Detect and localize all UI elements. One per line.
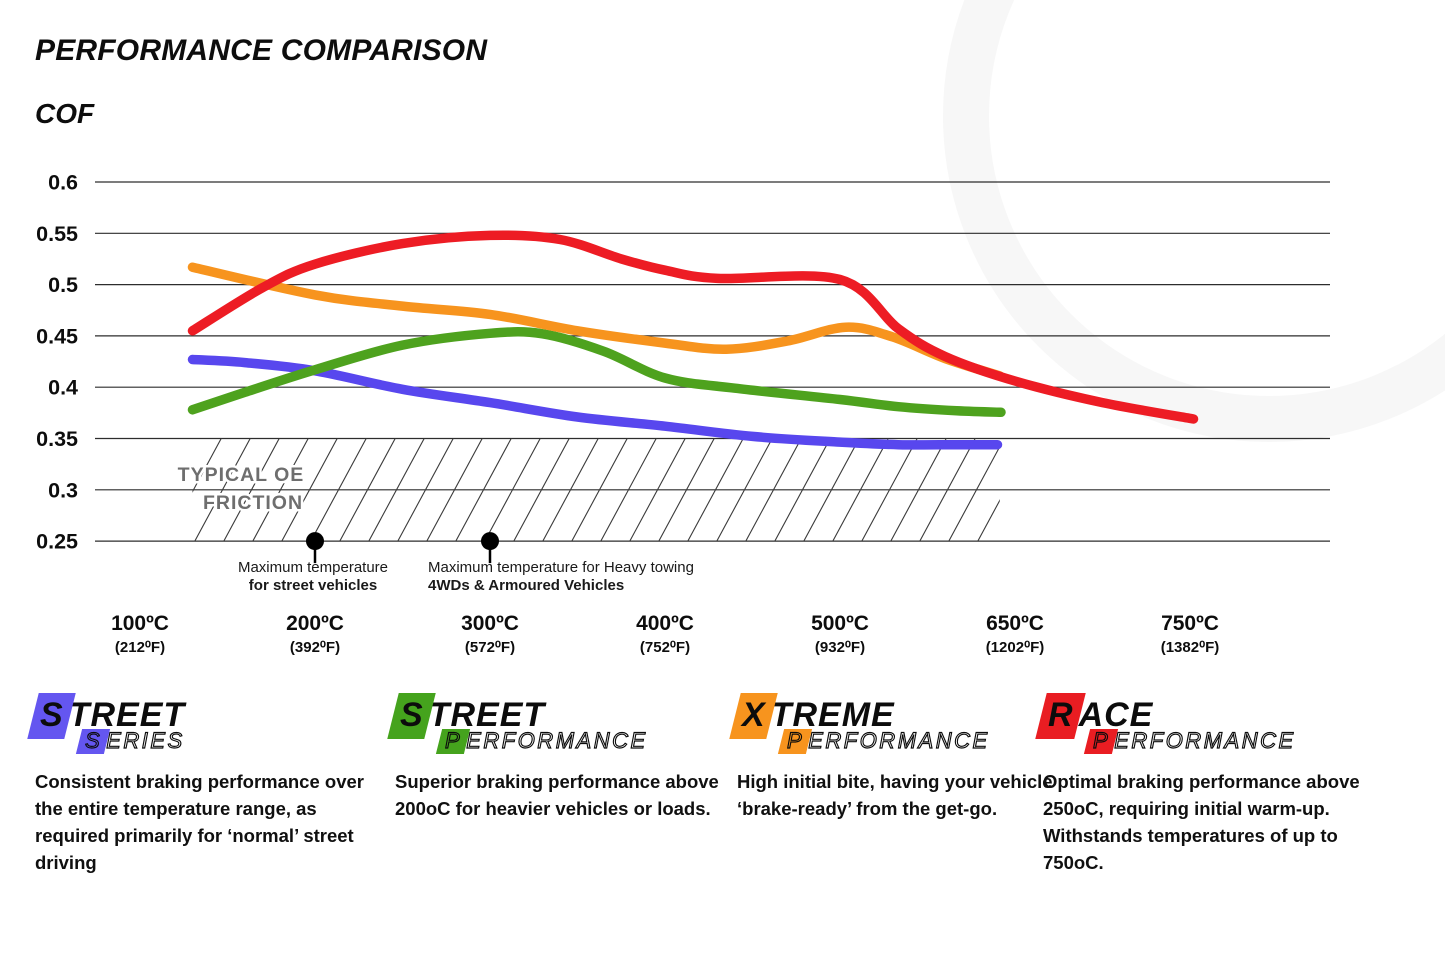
svg-text:0.5: 0.5 <box>48 273 78 298</box>
street-performance-description: Superior braking performance above 200oC for heavier vehicles or loads. <box>395 771 719 819</box>
svg-text:(1382⁰F): (1382⁰F) <box>1160 639 1220 656</box>
svg-text:FRICTION: FRICTION <box>202 492 304 514</box>
series-race-performance <box>193 235 1194 419</box>
race-performance-description: Optimal braking performance above 250oC, requiring initial warm-up. Withstands temperatures of up to 750oC. <box>1043 771 1360 873</box>
xtreme-performance-logo: X TREME P ERFORMANCE <box>737 697 1075 752</box>
svg-text:0.6: 0.6 <box>48 170 78 195</box>
svg-text:0.45: 0.45 <box>36 324 78 349</box>
svg-text:650ºC: 650ºC <box>986 612 1044 635</box>
svg-text:0.4: 0.4 <box>48 375 78 400</box>
xtreme-performance-description: High initial bite, having your vehicle ‘brake-ready’ from the get-go. <box>737 771 1053 819</box>
logo-initial-block: S <box>395 697 429 733</box>
legend-card-xtreme-performance <box>737 697 1075 822</box>
svg-text:(572⁰F): (572⁰F) <box>464 639 516 656</box>
logo-initial-block: P <box>783 730 808 752</box>
svg-text:0.25: 0.25 <box>36 529 78 554</box>
svg-text:0.3: 0.3 <box>48 478 78 503</box>
svg-text:0.35: 0.35 <box>36 427 78 451</box>
svg-text:750ºC: 750ºC <box>1161 612 1219 635</box>
street-series-description: Consistent braking performance over the entire temperature range, as required primarily for ‘normal’ street driving <box>35 771 364 873</box>
legend-card-street-performance <box>395 697 733 822</box>
logo-initial-block: P <box>441 730 466 752</box>
svg-text:for street vehicles: for street vehicles <box>248 577 378 594</box>
svg-text:200ºC: 200ºC <box>286 612 344 635</box>
svg-text:400ºC: 400ºC <box>636 612 694 635</box>
logo-initial-block: P <box>1089 730 1114 752</box>
svg-text:(932⁰F): (932⁰F) <box>814 639 866 656</box>
svg-text:100ºC: 100ºC <box>111 612 169 635</box>
street-series-logo: S TREET S ERIES <box>35 697 373 752</box>
svg-text:(212⁰F): (212⁰F) <box>114 639 166 656</box>
svg-text:TYPICAL OE: TYPICAL OE <box>177 464 305 486</box>
legend-card-street-series <box>35 697 373 876</box>
svg-text:Maximum temperature for Heavy: Maximum temperature for Heavy towing <box>428 559 694 576</box>
logo-initial-block: X <box>737 697 771 733</box>
svg-text:0.55: 0.55 <box>36 221 78 246</box>
street-performance-logo: S TREET P ERFORMANCE <box>395 697 733 752</box>
svg-text:4WDs & Armoured Vehicles: 4WDs & Armoured Vehicles <box>428 577 625 594</box>
svg-text:Maximum temperature: Maximum temperature <box>237 559 389 576</box>
series-street-performance <box>193 332 1002 413</box>
y-axis-title: COF <box>35 98 95 129</box>
page-title: PERFORMANCE COMPARISON <box>35 34 488 67</box>
svg-text:500ºC: 500ºC <box>811 612 869 635</box>
logo-initial-block: S <box>35 697 69 733</box>
svg-text:300ºC: 300ºC <box>461 612 519 635</box>
logo-initial-block: R <box>1043 697 1079 733</box>
series-xtreme-performance <box>193 267 1000 376</box>
logo-initial-block: S <box>81 730 106 752</box>
svg-text:(1202⁰F): (1202⁰F) <box>985 639 1045 656</box>
legend-card-race-performance <box>1043 697 1373 876</box>
svg-text:(392⁰F): (392⁰F) <box>289 639 341 656</box>
svg-text:(752⁰F): (752⁰F) <box>639 639 691 656</box>
race-performance-logo: R ACE P ERFORMANCE <box>1043 697 1373 752</box>
